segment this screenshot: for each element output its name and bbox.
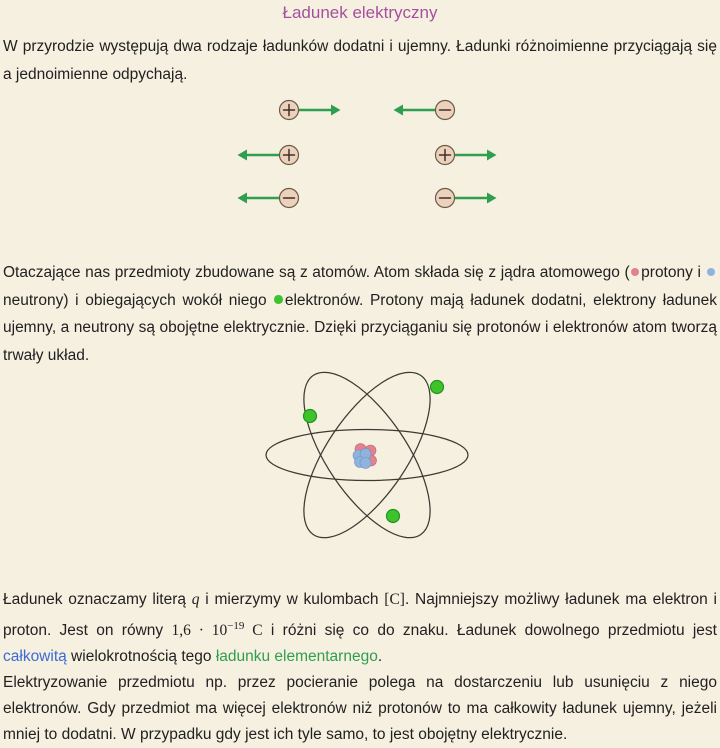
paragraph-electrization <box>3 670 717 748</box>
text-segment: . <box>377 648 383 665</box>
positive-charge-arrow-left <box>237 143 341 167</box>
paragraph-charge-unit <box>3 587 717 670</box>
negative-charge-arrow-left <box>237 186 341 210</box>
paragraph-atoms <box>3 259 717 369</box>
text-segment: neutrony) i obiegających wokół niego <box>3 291 274 309</box>
text-segment: całkowitą <box>3 648 67 665</box>
proton-dot-icon <box>631 268 640 277</box>
text-segment: W przyrodzie występują dwa rodzaje ładunków dodatni i ujemny. Ładunki różnoimienne przyciągają się a jednoimienne odpychają. <box>3 38 717 83</box>
electron-dot <box>304 410 317 423</box>
text-segment: Otaczające nas przedmioty zbudowane są z atomów. Atom składa się z jądra atomowego ( <box>3 264 630 281</box>
negative-charge-arrow-right <box>393 186 497 210</box>
text-segment: . Najmniejszy możliwy ładunek ma elektron i proton. Jest on równy <box>3 591 717 639</box>
positive-charge-arrow-right <box>237 98 341 122</box>
text-segment: [C] <box>384 591 405 608</box>
atom-diagram <box>248 358 488 558</box>
atom-figure <box>248 358 488 558</box>
text-segment: i różni się co do znaku. Ładunek dowolnego przedmiotu jest <box>262 622 717 639</box>
text-segment: 1,6 · 10 <box>171 622 228 639</box>
text-segment: Ładunek oznaczamy literą <box>3 591 192 608</box>
text-segment: ładunku elementarnego <box>215 648 378 665</box>
paragraph-intro <box>3 33 717 88</box>
charges-figure <box>0 95 720 220</box>
text-segment: Elektryzowanie przedmiotu np. przez pocieranie polega na dostarczeniu lub usunięciu z niego elektronów. Gdy przedmiot ma więcej elektronów niż protonów to ma całkowity ładunek ujemny, jeżeli mniej to dodatni. W przypadku gdy jest ich tyle samo, to jest obojętny elektrycznie. <box>3 674 717 743</box>
electron-dot-icon <box>274 295 283 304</box>
page-title: Ładunek elektryczny <box>282 3 438 22</box>
text-segment: −19 <box>227 620 245 632</box>
electron-dot <box>431 381 444 394</box>
electron-dot <box>387 510 400 523</box>
text-segment: elektronów. Protony mają ładunek dodatni, elektrony ładunek ujemny, a neutrony są obojętne elektrycznie. Dzięki przyciąganiu się protonów i elektronów atom tworzą trwały układ. <box>3 291 717 364</box>
text-segment: i mierzymy w kulombach <box>199 591 385 608</box>
text-segment: wielokrotnością tego <box>66 648 216 665</box>
positive-charge-arrow-right <box>393 143 497 167</box>
text-segment: protony i <box>641 264 706 281</box>
text-segment: q <box>191 591 200 608</box>
neutron-dot-icon <box>707 268 716 277</box>
bottom-paragraphs <box>3 587 717 748</box>
text-segment: C <box>244 622 263 639</box>
negative-charge-arrow-left <box>393 98 497 122</box>
nucleus <box>353 444 377 469</box>
